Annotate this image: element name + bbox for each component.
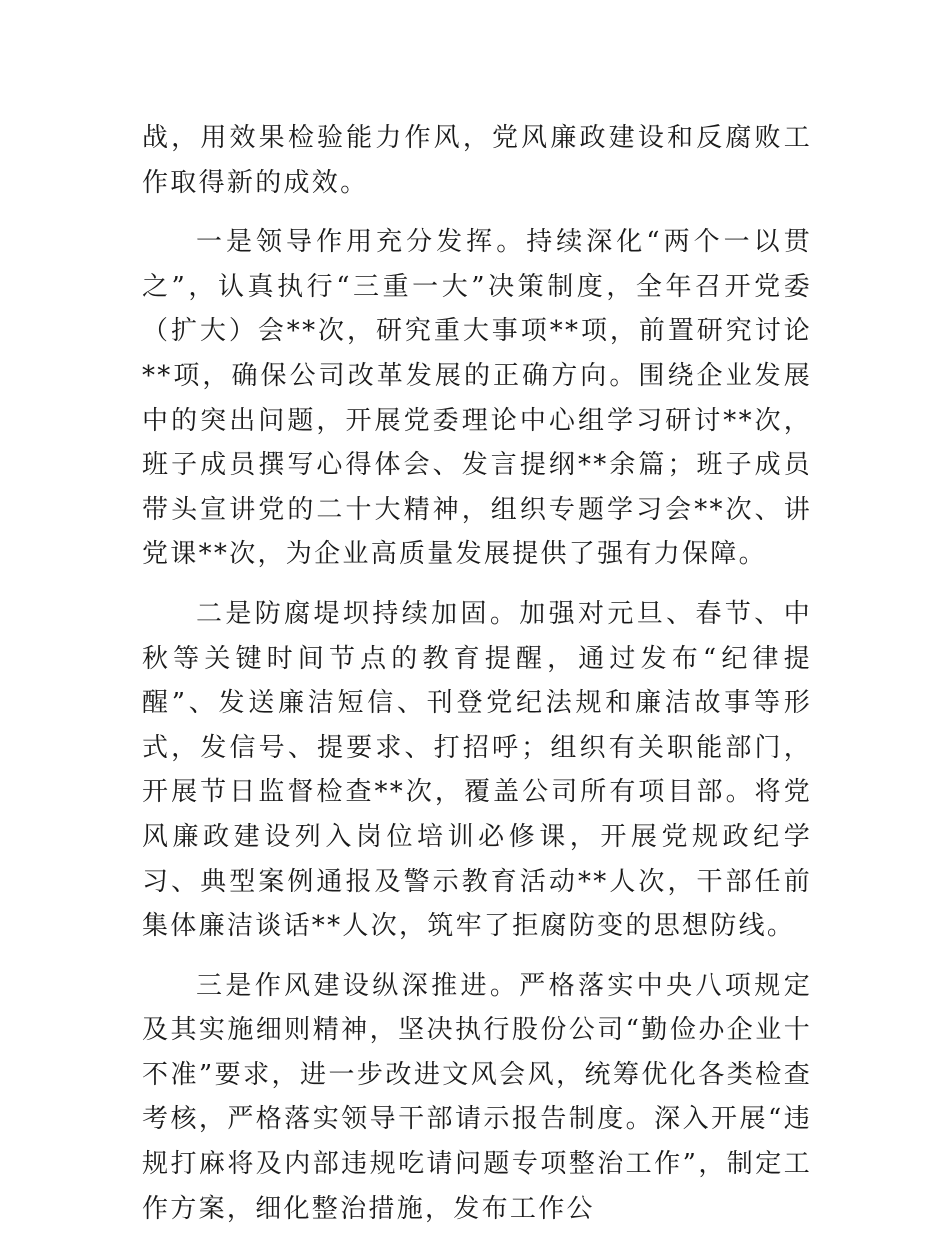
paragraph-work-style: 三是作风建设纵深推进。严格落实中央八项规定及其实施细则精神，坚决执行股份公司“勤俭办企业十不准”要求，进一步改进文风会风，统筹优化各类检查考核，严格落实领导干部请示报告制度。深入开展“违规打麻将及内部违规吃请问题专项整治工作”，制定工作方案，细化整治措施，发布工作公 xyxy=(142,970,812,1224)
paragraph-continuation: 战，用效果检验能力作风，党风廉政建设和反腐败工作取得新的成效。 xyxy=(142,123,812,198)
document-body xyxy=(142,116,812,1246)
paragraph-anti-corruption: 二是防腐堤坝持续加固。加强对元旦、春节、中秋等关键时间节点的教育提醒，通过发布“纪律提醒”、发送廉洁短信、刊登党纪法规和廉洁故事等形式，发信号、提要求、打招呼；组织有关职能部门，开展节日监督检查**次，覆盖公司所有项目部。将党风廉政建设列入岗位培训必修课，开展党规政纪学习、典型案例通报及警示教育活动**人次，干部任前集体廉洁谈话**人次，筑牢了拒腐防变的思想防线。 xyxy=(142,598,812,942)
paragraph-leadership: 一是领导作用充分发挥。持续深化“两个一以贯之”，认真执行“三重一大”决策制度，全年召开党委（扩大）会**次，研究重大事项**项，前置研究讨论**项，确保公司改革发展的正确方向。围绕企业发展中的突出问题，开展党委理论中心组学习研讨**次，班子成员撰写心得体会、发言提纲**余篇；班子成员带头宣讲党的二十大精神，组织专题学习会**次、讲党课**次，为企业高质量发展提供了强有力保障。 xyxy=(142,227,812,570)
